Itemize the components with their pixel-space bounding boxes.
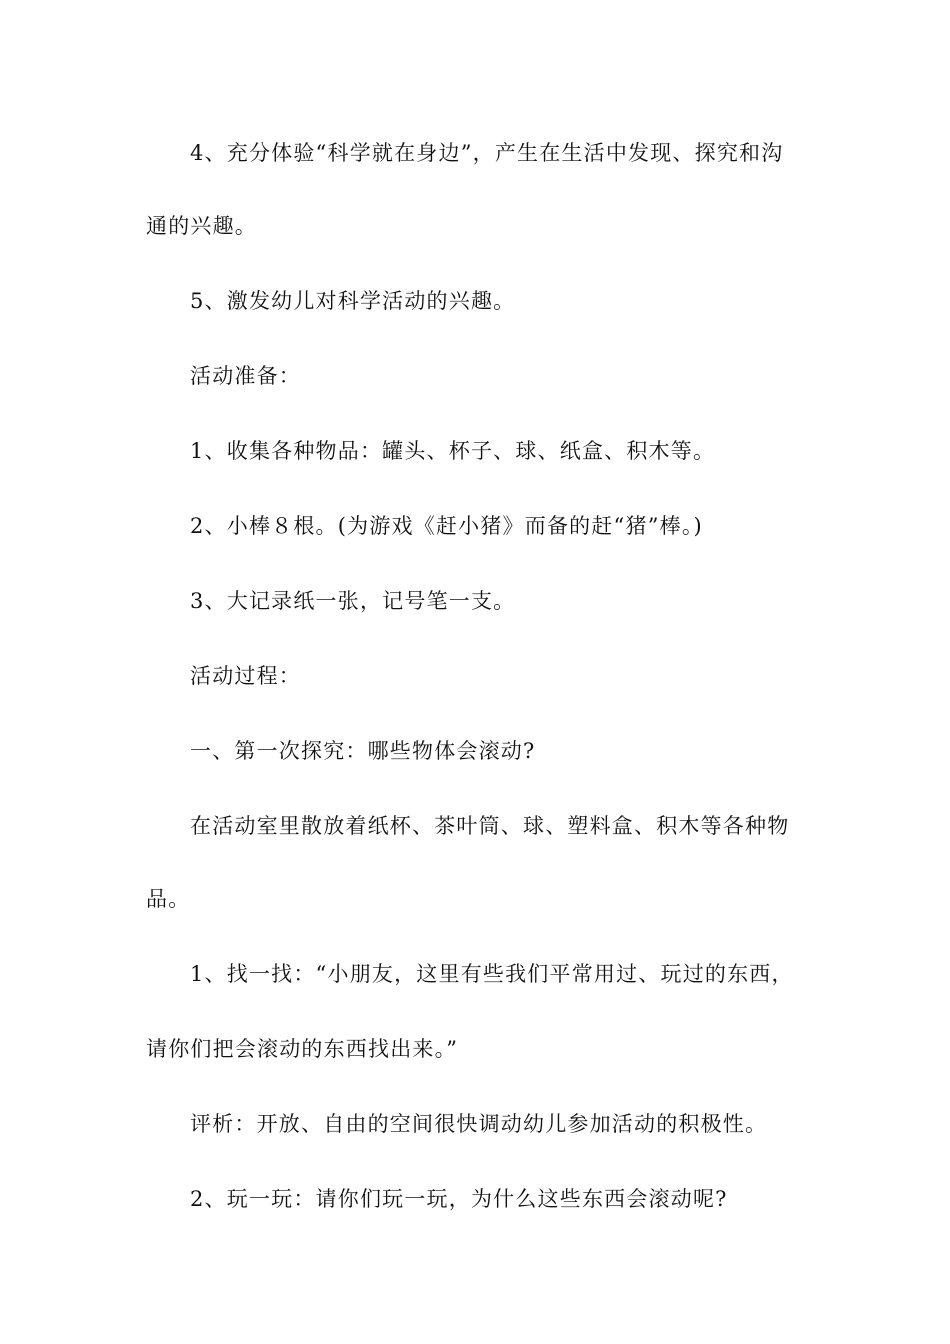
paragraph-setup: 在活动室里散放着纸杯、茶叶筒、球、塑料盒、积木等各种物 bbox=[190, 814, 790, 838]
heading-preparation: 活动准备： bbox=[190, 364, 301, 388]
paragraph-prep-2: 2、小棒８根。(为游戏《赶小猪》而备的赶“猪”棒。) bbox=[190, 514, 703, 538]
paragraph-find: 1、找一找：“小朋友，这里有些我们平常用过、玩过的东西， bbox=[190, 962, 794, 986]
paragraph-comment: 评析：开放、自由的空间很快调动幼儿参加活动的积极性。 bbox=[190, 1112, 768, 1136]
paragraph-goal-5: 5、激发幼儿对科学活动的兴趣。 bbox=[190, 289, 516, 313]
paragraph-find-continued: 请你们把会滚动的东西找出来。” bbox=[146, 1037, 459, 1061]
paragraph-goal-4: 4、充分体验“科学就在身边”，产生在生活中发现、探究和沟 bbox=[190, 141, 784, 165]
paragraph-goal-4-continued: 通的兴趣。 bbox=[146, 214, 257, 238]
paragraph-setup-continued: 品。 bbox=[146, 887, 191, 911]
paragraph-prep-1: 1、收集各种物品：罐头、杯子、球、纸盒、积木等。 bbox=[190, 439, 716, 463]
paragraph-prep-3: 3、大记录纸一张，记号笔一支。 bbox=[190, 589, 516, 613]
heading-first-exploration: 一、第一次探究：哪些物体会滚动? bbox=[190, 739, 536, 763]
paragraph-play: 2、玩一玩：请你们玩一玩，为什么这些东西会滚动呢? bbox=[190, 1187, 728, 1211]
heading-process: 活动过程： bbox=[190, 664, 301, 688]
